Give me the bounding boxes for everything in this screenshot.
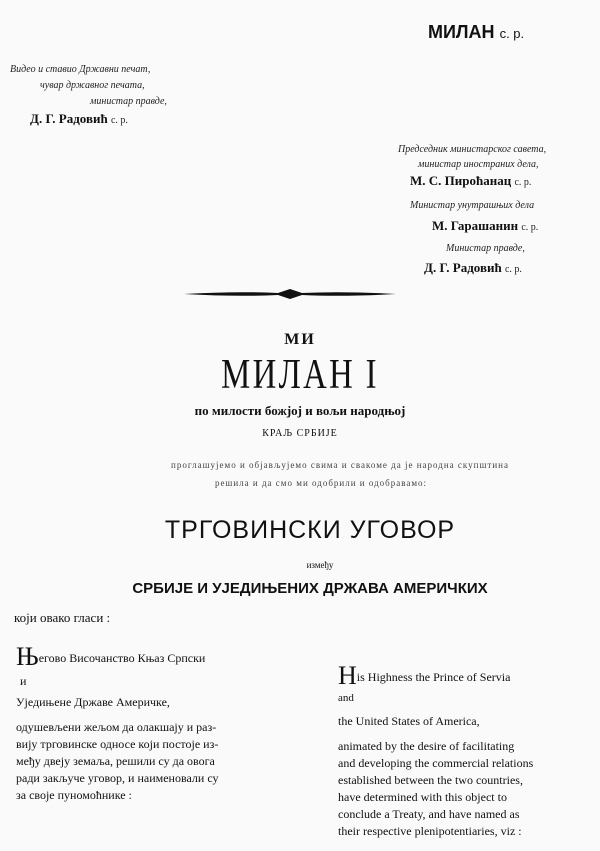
left-column-serbian: [16, 642, 296, 804]
right-signer1-name: М. С. Пироћанац: [410, 173, 512, 188]
right-role2: Министар унутрашњих дела: [410, 200, 535, 211]
right-signer3-mark: с. р.: [504, 264, 522, 275]
left-col-line8: за своје пуномоћнике :: [16, 788, 132, 802]
signature-name: МИЛАН: [428, 22, 495, 42]
left-col-line4: одушевљени жељом да олакшају и раз-: [16, 720, 217, 734]
right-role3: Министар правде,: [446, 243, 525, 254]
left-col-dropcap: Њ: [16, 642, 39, 671]
left-signer: [30, 111, 128, 127]
ornamental-divider: [182, 288, 398, 300]
right-signer1-mark: с. р.: [514, 177, 532, 188]
treaty-intro: који овако гласи :: [14, 610, 111, 625]
left-signer-mark: с. р.: [110, 115, 128, 126]
signature-milan: [428, 22, 524, 43]
right-col-line8: conclude a Treaty, and have named as: [338, 807, 520, 821]
right-role1a: Председник министарског савета,: [398, 144, 547, 155]
right-col-line9: their respective plenipotentiaries, viz :: [338, 824, 522, 838]
left-col-line3: Уједињене Државе Америчке,: [16, 695, 170, 709]
decree-grace: по милости божјој и вољи народњој: [194, 403, 406, 418]
left-col-line2: и: [20, 674, 27, 688]
left-col-line5: вију трговинске односе који постоје из-: [16, 737, 219, 751]
right-signer2-name: М. Гарашанин: [432, 218, 519, 233]
right-col-line2: and: [338, 692, 354, 704]
treaty-parties: СРБИЈЕ И УЈЕДИЊЕНИХ ДРЖАВА АМЕРИЧКИХ: [132, 580, 488, 597]
left-role-line1: Видео и ставио Државни печат,: [10, 64, 151, 75]
left-col-line6: међу двеју земаља, решили су да овога: [16, 754, 215, 768]
right-col-dropcap: H: [338, 661, 357, 690]
left-role-line2: чувар државног печата,: [40, 80, 145, 91]
decree-mi: МИ: [284, 331, 316, 348]
right-col-line3: the United States of America,: [338, 714, 480, 728]
right-role1b: министар иностраних дела,: [418, 159, 539, 170]
right-col-line5: and developing the commercial relations: [338, 756, 534, 770]
decree-title: КРАЉ СРБИЈЕ: [262, 428, 338, 439]
left-role-line3: министар правде,: [90, 96, 167, 107]
right-col-line1-text: is Highness the Prince of Servia: [356, 670, 511, 684]
decree-proclaim1: проглашујемо и објављујемо свима и свакоме да је народна скупштина: [171, 460, 509, 470]
right-col-line6: established between the two countries,: [338, 773, 523, 787]
right-signer1: [410, 173, 531, 189]
left-col-line1-text: егово Височанство Књаз Српски: [38, 651, 206, 665]
right-column-english: [338, 661, 588, 840]
right-signer3-name: Д. Г. Радовић: [424, 260, 502, 275]
right-col-line7: have determined with this object to: [338, 790, 507, 804]
signature-mark: с. р.: [499, 26, 525, 41]
right-signer3: [424, 260, 522, 276]
treaty-between: између: [306, 560, 334, 570]
right-col-line1: [338, 661, 588, 690]
left-col-line1: [16, 642, 296, 671]
right-signer2: [432, 218, 538, 234]
left-signer-name: Д. Г. Радовић: [30, 111, 108, 126]
decree-proclaim2: решила и да смо ми одобрили и одобравамо:: [214, 478, 428, 488]
right-signer2-mark: с. р.: [521, 222, 539, 233]
treaty-heading: ТРГОВИНСКИ УГОВОР: [164, 516, 456, 544]
right-col-line4: animated by the desire of facilitating: [338, 739, 515, 753]
left-col-line7: ради закључе уговор, и наименовали су: [16, 771, 219, 785]
decree-king: МИЛАН I: [221, 352, 379, 398]
